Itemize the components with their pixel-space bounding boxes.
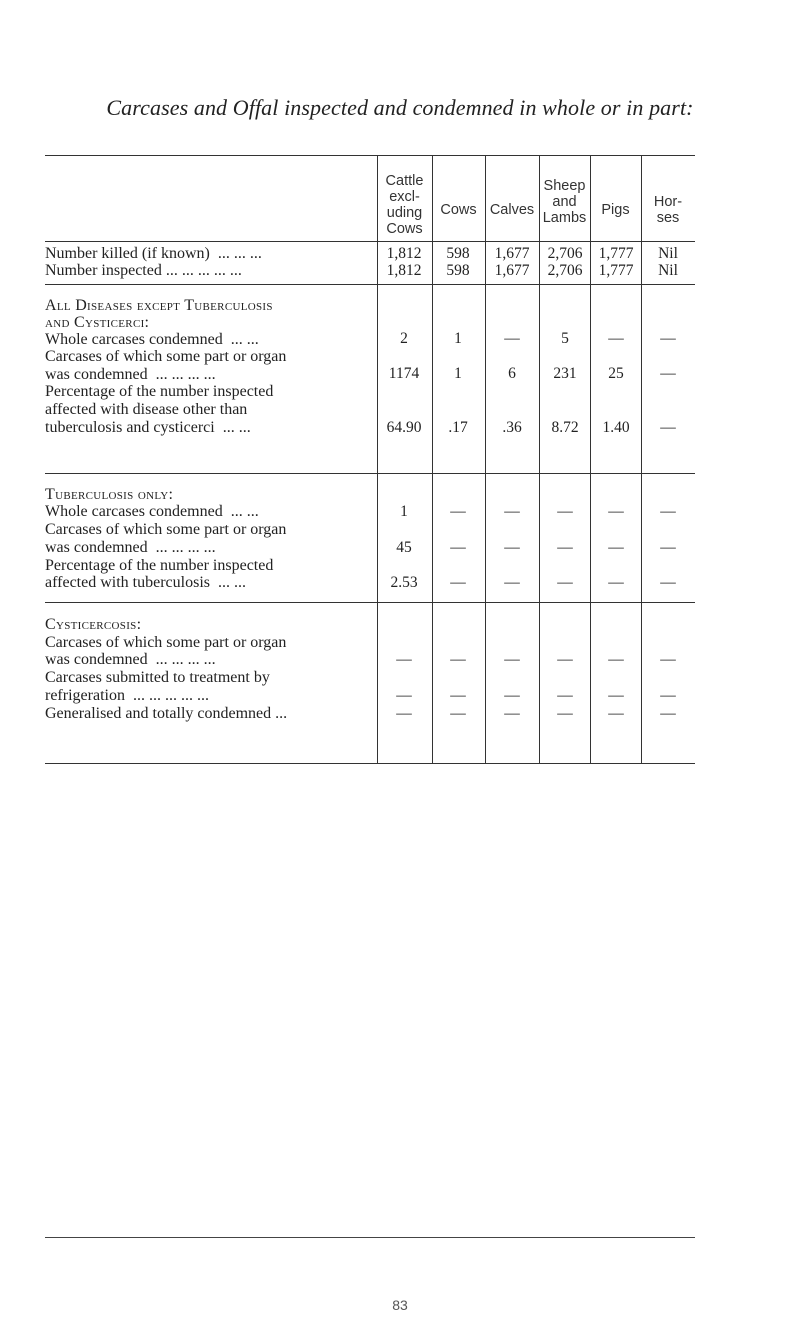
footer-rule bbox=[45, 1237, 695, 1238]
table-cell: — bbox=[504, 574, 520, 591]
table-cell: 1,812 bbox=[386, 245, 422, 262]
table-cell: 6 bbox=[508, 365, 516, 382]
table-cell: 25 bbox=[608, 365, 624, 382]
section-heading: Cysticercosis: bbox=[45, 616, 142, 633]
table-cell: — bbox=[450, 651, 466, 668]
table-cell: 1 bbox=[454, 365, 462, 382]
table-cell: — bbox=[557, 687, 573, 704]
row-label: was condemned ... ... ... ... bbox=[45, 651, 216, 668]
table-cell: — bbox=[660, 365, 676, 382]
col-header-sheep: Sheep and Lambs bbox=[542, 178, 587, 226]
page-title: Carcases and Offal inspected and condemned in whole or in part: bbox=[106, 95, 694, 120]
section-heading: All Diseases except Tuberculosis bbox=[45, 297, 273, 314]
table-cell: 2,706 bbox=[547, 262, 583, 279]
row-label: refrigeration ... ... ... ... ... bbox=[45, 687, 209, 704]
table-cell: 1,777 bbox=[598, 262, 634, 279]
row-label: was condemned ... ... ... ... bbox=[45, 539, 216, 556]
table-cell: — bbox=[660, 330, 676, 347]
table-cell: — bbox=[450, 574, 466, 591]
table-cell: — bbox=[557, 503, 573, 520]
row-label: affected with disease other than bbox=[45, 401, 248, 418]
row-label: Whole carcases condemned ... ... bbox=[45, 503, 259, 520]
row-label: Percentage of the number inspected bbox=[45, 383, 274, 400]
table-cell: — bbox=[660, 705, 676, 722]
table-cell: 231 bbox=[553, 365, 577, 382]
table-cell: 1,777 bbox=[598, 245, 634, 262]
table-cell: — bbox=[660, 539, 676, 556]
table-cell: 64.90 bbox=[386, 419, 422, 436]
table-cell: Nil bbox=[658, 245, 678, 262]
table-bottom-rule bbox=[45, 763, 695, 764]
table-cell: 8.72 bbox=[551, 419, 579, 436]
col-header-cattle: Cattle excl- uding Cows bbox=[385, 173, 424, 237]
table-cell: — bbox=[608, 330, 624, 347]
row-label: Carcases of which some part or organ bbox=[45, 521, 287, 538]
table-cell: 1.40 bbox=[602, 419, 630, 436]
table-cell: Nil bbox=[658, 262, 678, 279]
table-cell: 1,812 bbox=[386, 262, 422, 279]
row-label: Carcases of which some part or organ bbox=[45, 634, 287, 651]
table-cell: — bbox=[504, 503, 520, 520]
table-cell: 1 bbox=[454, 330, 462, 347]
row-label: Generalised and totally condemned ... bbox=[45, 705, 288, 722]
table-cell: 598 bbox=[446, 262, 470, 279]
table-cell: — bbox=[608, 539, 624, 556]
table-cell: — bbox=[396, 651, 412, 668]
table-cell: 1,677 bbox=[494, 245, 530, 262]
table-cell: .17 bbox=[448, 419, 468, 436]
section-rule-1 bbox=[45, 284, 695, 285]
row-label: affected with tuberculosis ... ... bbox=[45, 574, 246, 591]
row-label: tuberculosis and cysticerci ... ... bbox=[45, 419, 251, 436]
table-cell: — bbox=[450, 503, 466, 520]
table-cell: — bbox=[504, 539, 520, 556]
table-cell: — bbox=[396, 705, 412, 722]
table-cell: — bbox=[608, 503, 624, 520]
header-bottom-rule bbox=[45, 241, 695, 242]
table-cell: — bbox=[660, 651, 676, 668]
table-cell: — bbox=[608, 574, 624, 591]
table-cell: — bbox=[557, 539, 573, 556]
table-cell: — bbox=[557, 705, 573, 722]
table-cell: 598 bbox=[446, 245, 470, 262]
table-cell: 1174 bbox=[388, 365, 420, 382]
table-cell: — bbox=[504, 705, 520, 722]
col-header-cows: Cows bbox=[440, 202, 477, 218]
section-heading: and Cysticerci: bbox=[45, 314, 150, 331]
section-heading: Tuberculosis only: bbox=[45, 486, 174, 503]
row-label: Carcases submitted to treatment by bbox=[45, 669, 270, 686]
table-cell: 45 bbox=[396, 539, 412, 556]
table-cell: 2.53 bbox=[390, 574, 418, 591]
table-cell: — bbox=[557, 651, 573, 668]
table-cell: — bbox=[450, 705, 466, 722]
col-header-pigs: Pigs bbox=[601, 202, 630, 218]
table-cell: 1,677 bbox=[494, 262, 530, 279]
row-label: Whole carcases condemned ... ... bbox=[45, 331, 259, 348]
row-label: Number inspected ... ... ... ... ... bbox=[45, 262, 242, 279]
table-cell: — bbox=[557, 574, 573, 591]
table-cell: 2 bbox=[400, 330, 408, 347]
table-cell: — bbox=[450, 687, 466, 704]
table-cell: 5 bbox=[561, 330, 569, 347]
table-cell: — bbox=[396, 687, 412, 704]
table-cell: — bbox=[660, 419, 676, 436]
table-cell: 1 bbox=[400, 503, 408, 520]
row-label: Percentage of the number inspected bbox=[45, 557, 274, 574]
table-cell: — bbox=[608, 705, 624, 722]
row-label: Number killed (if known) ... ... ... bbox=[45, 245, 262, 262]
table-cell: — bbox=[660, 687, 676, 704]
table-cell: — bbox=[450, 539, 466, 556]
table-cell: — bbox=[504, 651, 520, 668]
row-label: Carcases of which some part or organ bbox=[45, 348, 287, 365]
table-cell: .36 bbox=[502, 419, 522, 436]
table-cell: — bbox=[660, 503, 676, 520]
row-label: was condemned ... ... ... ... bbox=[45, 366, 216, 383]
table-cell: — bbox=[504, 687, 520, 704]
section-rule-3 bbox=[45, 602, 695, 603]
section-rule-2 bbox=[45, 473, 695, 474]
col-header-calves: Calves bbox=[489, 202, 535, 218]
table-cell: — bbox=[608, 687, 624, 704]
table-cell: — bbox=[608, 651, 624, 668]
table-cell: — bbox=[660, 574, 676, 591]
table-cell: 2,706 bbox=[547, 245, 583, 262]
page-number: 83 bbox=[392, 1297, 408, 1313]
table-cell: — bbox=[504, 330, 520, 347]
table-top-rule bbox=[45, 155, 695, 156]
col-header-horses: Hor- ses bbox=[653, 194, 683, 226]
